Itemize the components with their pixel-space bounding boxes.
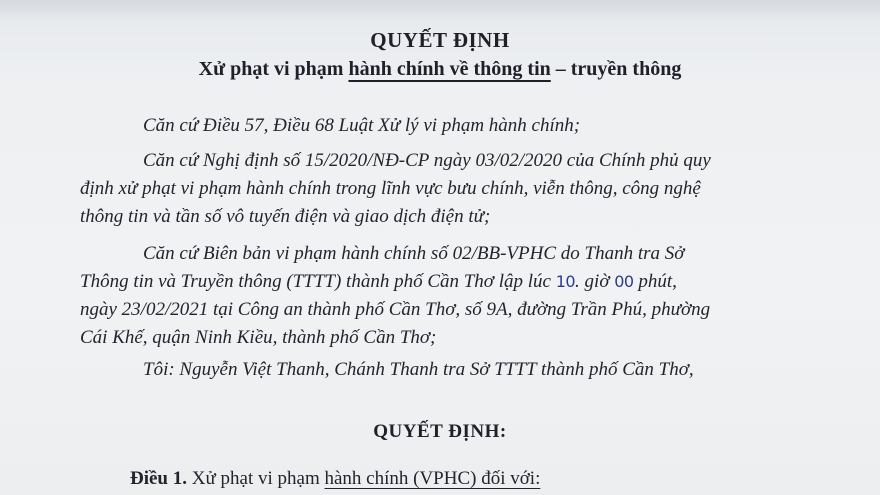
legal-basis-3-line-4: Cái Khế, quận Ninh Kiều, thành phố Cần Thơ; bbox=[80, 327, 437, 348]
legal-basis-1: Căn cứ Điều 57, Điều 68 Luật Xử lý vi phạm hành chính; bbox=[143, 115, 581, 136]
line-2-part-a: Thông tin và Truyền thông (TTTT) thành phố Cần Thơ lập lúc bbox=[80, 271, 556, 292]
legal-basis-2-line-2: định xử phạt vi phạm hành chính trong lĩnh vực bưu chính, viễn thông, công nghệ bbox=[80, 178, 701, 199]
legal-basis-3 bbox=[80, 240, 860, 352]
legal-basis-2 bbox=[80, 147, 860, 231]
legal-basis-3-line-1: Căn cứ Biên bản vi phạm hành chính số 02/BB-VPHC do Thanh tra Sở bbox=[143, 243, 685, 264]
legal-basis-2-line-3: thông tin và tần số vô tuyến điện và giao dịch điện tử; bbox=[80, 206, 491, 227]
handwritten-minute: 00 bbox=[614, 272, 634, 291]
legal-basis-3-line-3: ngày 23/02/2021 tại Công an thành phố Cần Thơ, số 9A, đường Trần Phú, phường bbox=[80, 299, 711, 320]
article-1-label: Điều 1. bbox=[130, 468, 187, 489]
line-2-part-c: phút, bbox=[633, 271, 677, 292]
legal-basis-3-line-2 bbox=[80, 268, 860, 296]
line-2-part-b: . giờ bbox=[575, 271, 615, 292]
document-subtitle bbox=[0, 58, 880, 81]
decision-heading: QUYẾT ĐỊNH: bbox=[373, 421, 507, 442]
handwritten-hour: 10 bbox=[555, 272, 576, 291]
article-1-text-underlined: hành chính (VPHC) đối với: bbox=[324, 468, 541, 489]
article-1 bbox=[130, 468, 540, 490]
scan-shadow bbox=[0, 0, 880, 22]
subtitle-prefix: Xử phạt vi phạm bbox=[198, 58, 349, 80]
subtitle-suffix: – truyền thông bbox=[550, 58, 682, 80]
subtitle-underlined: hành chính về thông tin bbox=[348, 58, 551, 80]
issuer-statement: Tôi: Nguyễn Việt Thanh, Chánh Thanh tra Sở TTTT thành phố Cần Thơ, bbox=[143, 359, 694, 380]
document-title: QUYẾT ĐỊNH bbox=[370, 28, 510, 52]
legal-basis-2-line-1: Căn cứ Nghị định số 15/2020/NĐ-CP ngày 03/02/2020 của Chính phủ quy bbox=[143, 150, 711, 171]
article-1-text-a: Xử phạt vi phạm bbox=[187, 468, 325, 489]
